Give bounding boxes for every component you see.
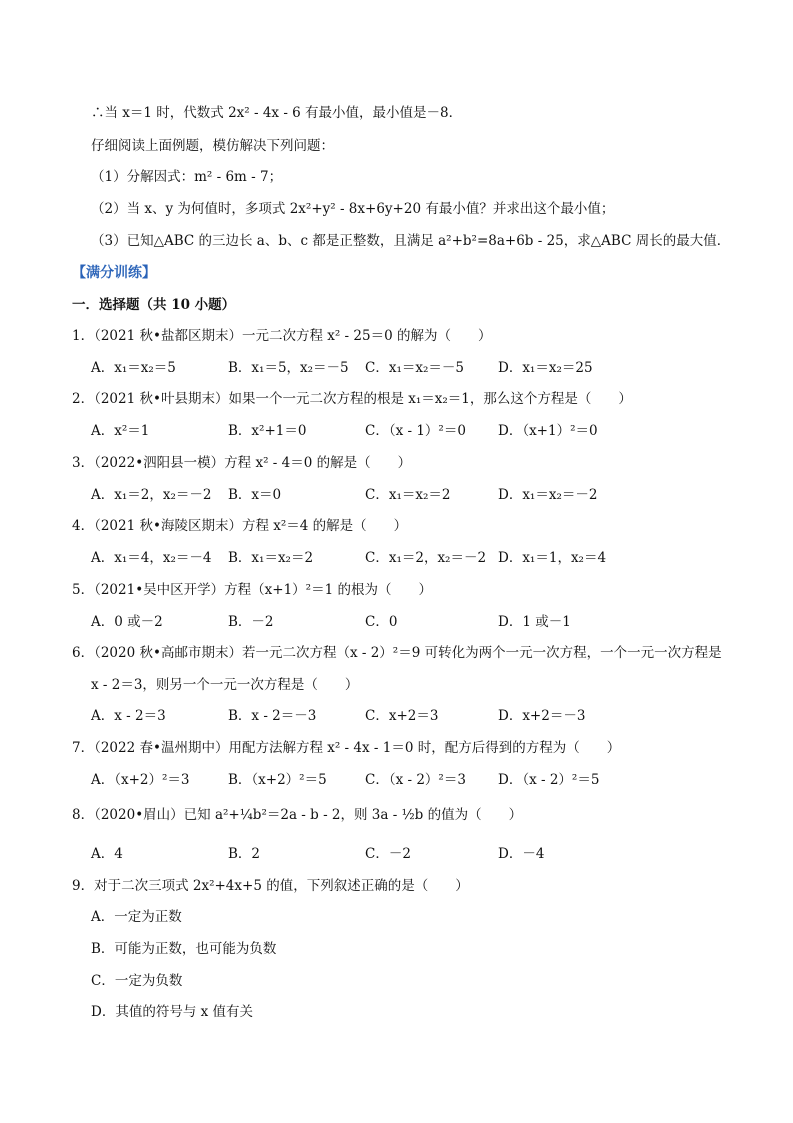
q3-option-d: D．x₁＝x₂＝－2 [498, 487, 598, 503]
q6-option-b: B．x - 2＝－3 [228, 708, 317, 724]
q8-option-b: B．2 [228, 846, 261, 862]
section-title: 【满分训练】 [72, 265, 156, 281]
q3-option-b: B．x＝0 [228, 487, 282, 503]
q1-option-b: B．x₁＝5，x₂＝－5 [228, 360, 349, 376]
q5-option-b: B．－2 [228, 614, 274, 630]
q9-option-a: A．一定为正数 [91, 909, 182, 925]
q4-option-b: B．x₁＝x₂＝2 [228, 550, 314, 566]
q5-option-a: A．0 或－2 [91, 614, 163, 630]
q2-option-d: D．（x+1）²＝0 [498, 423, 598, 439]
question-1: 1．（2021 秋•盐都区期末）一元二次方程 x² - 25＝0 的解为（ ） [72, 328, 492, 344]
q5-option-d: D．1 或－1 [498, 614, 571, 630]
question-6: 6．（2020 秋•高邮市期末）若一元二次方程（x - 2）²＝9 可转化为两个一元一次方程，一个一元一次方程是 [72, 645, 722, 661]
q2-option-a: A．x²＝1 [91, 423, 150, 439]
intro-task-1: （1）分解因式：m² - 6m - 7； [91, 169, 283, 185]
q5-option-c: C．0 [365, 614, 398, 630]
question-3: 3．（2022•泗阳县一模）方程 x² - 4＝0 的解是（ ） [72, 455, 412, 471]
q2-option-b: B．x²+1＝0 [228, 423, 307, 439]
q3-option-c: C．x₁＝x₂＝2 [365, 487, 451, 503]
q8-option-a: A．4 [91, 846, 123, 862]
q3-option-a: A．x₁＝2，x₂＝－2 [91, 487, 212, 503]
question-2: 2．（2021 秋•叶县期末）如果一个一元二次方程的根是 x₁＝x₂＝1，那么这个方程是（ ） [72, 391, 632, 407]
intro-instruction: 仔细阅读上面例题，模仿解决下列问题： [91, 138, 334, 154]
q1-option-a: A．x₁＝x₂＝5 [91, 360, 176, 376]
question-6-continued: x - 2＝3，则另一个一元一次方程是（ ） [91, 677, 359, 693]
q7-option-b: B．（x+2）²＝5 [228, 772, 327, 788]
part-title: 一．选择题（共 10 小题） [72, 297, 236, 313]
question-7: 7．（2022 春•温州期中）用配方法解方程 x² - 4x - 1＝0 时，配方后得到的方程为（ ） [72, 740, 621, 756]
q9-option-b: B．可能为正数，也可能为负数 [91, 941, 277, 957]
q6-option-a: A．x - 2＝3 [91, 708, 166, 724]
q4-option-d: D．x₁＝1，x₂＝4 [498, 550, 607, 566]
question-4: 4．（2021 秋•海陵区期末）方程 x²＝4 的解是（ ） [72, 518, 408, 534]
intro-task-3: （3）已知△ABC 的三边长 a、b、c 都是正整数，且满足 a²+b²=8a+6b - 25，求△ABC 周长的最大值． [91, 233, 731, 249]
q1-option-d: D．x₁＝x₂＝25 [498, 360, 593, 376]
q7-option-a: A．（x+2）²＝3 [91, 772, 190, 788]
q8-option-c: C．－2 [365, 846, 411, 862]
intro-conclusion: ∴当 x＝1 时，代数式 2x² - 4x - 6 有最小值，最小值是－8． [91, 105, 463, 121]
q7-option-c: C．（x - 2）²＝3 [365, 772, 466, 788]
q7-option-d: D．（x - 2）²＝5 [498, 772, 600, 788]
q2-option-c: C．（x - 1）²＝0 [365, 423, 466, 439]
q9-option-d: D．其值的符号与 x 值有关 [91, 1004, 254, 1020]
q4-option-a: A．x₁＝4，x₂＝－4 [91, 550, 212, 566]
q9-option-c: C．一定为负数 [91, 973, 183, 989]
question-5: 5．（2021•吴中区开学）方程（x+1）²＝1 的根为（ ） [72, 582, 432, 598]
q6-option-d: D．x+2＝－3 [498, 708, 586, 724]
q8-option-d: D．－4 [498, 846, 545, 862]
q6-option-c: C．x+2＝3 [365, 708, 439, 724]
q1-option-c: C．x₁＝x₂＝－5 [365, 360, 464, 376]
question-9: 9．对于二次三项式 2x²+4x+5 的值，下列叙述正确的是（ ） [72, 878, 469, 894]
intro-task-2: （2）当 x、y 为何值时，多项式 2x²+y² - 8x+6y+20 有最小值？并求出这个最小值； [91, 201, 615, 217]
q4-option-c: C．x₁＝2，x₂＝－2 [365, 550, 487, 566]
question-8: 8．（2020•眉山）已知 a²+¼b²＝2a - b - 2，则 3a - ½b 的值为（ ） [72, 807, 523, 823]
